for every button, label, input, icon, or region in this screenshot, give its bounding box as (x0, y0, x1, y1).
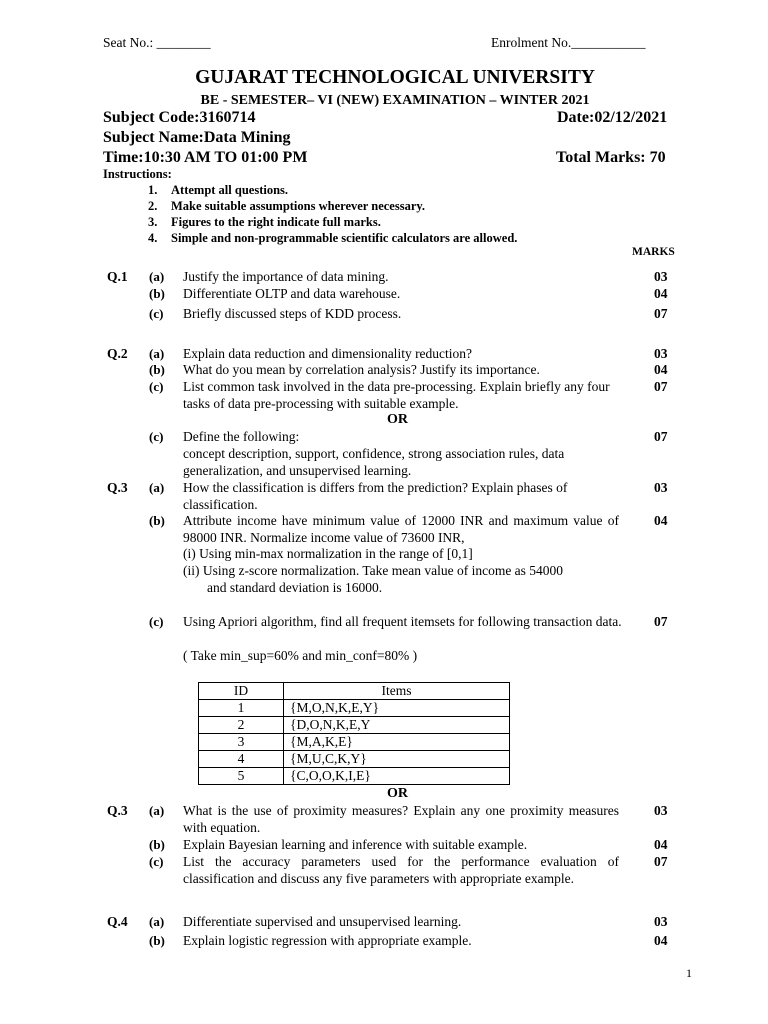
table-cell-id: 4 (199, 751, 284, 768)
question-text: List common task involved in the data pre-processing. Explain briefly any four tasks of data pre-processing with suitable example. (183, 379, 610, 411)
table-cell-id: 3 (199, 734, 284, 751)
question-text-detail: concept description, support, confidence, strong association rules, data generalization, and unsupervised learning. (183, 446, 565, 478)
exam-time: Time:10:30 AM TO 01:00 PM (103, 149, 308, 166)
question-part: (c) (149, 614, 164, 629)
instruction-item: Attempt all questions. (171, 183, 289, 197)
table-cell-items: {C,O,O,K,I,E} (284, 768, 510, 785)
question-number: Q.1 (107, 269, 128, 284)
table-header-id: ID (199, 683, 284, 700)
instruction-number: 1. (148, 183, 158, 197)
marks-heading: MARKS (632, 246, 675, 258)
question-marks: 07 (654, 429, 668, 444)
university-title: GUJARAT TECHNOLOGICAL UNIVERSITY (195, 67, 595, 88)
table-row (199, 717, 510, 734)
question-text: Differentiate OLTP and data warehouse. (183, 286, 401, 301)
question-marks: 03 (654, 269, 668, 284)
total-marks: Total Marks: 70 (556, 149, 666, 166)
question-part: (c) (149, 306, 164, 321)
question-text: Explain logistic regression with appropriate example. (183, 933, 472, 948)
question-part: (b) (149, 362, 165, 377)
table-row (199, 751, 510, 768)
table-row (199, 734, 510, 751)
question-text: Justify the importance of data mining. (183, 269, 389, 284)
question-marks: 04 (654, 362, 668, 377)
exam-date: Date:02/12/2021 (557, 109, 668, 126)
table-cell-items: {M,A,K,E} (284, 734, 510, 751)
question-part: (a) (149, 346, 165, 361)
instruction-number: 2. (148, 199, 158, 213)
question-text: Attribute income have minimum value of 12000 INR and maximum value of 98000 INR. Normalize income value of 73600 INR, (183, 513, 619, 545)
exam-title: BE - SEMESTER– VI (NEW) EXAMINATION – WINTER 2021 (200, 93, 590, 108)
question-marks: 03 (654, 480, 668, 495)
question-text: What do you mean by correlation analysis? Justify its importance. (183, 362, 540, 377)
question-marks: 04 (654, 837, 668, 852)
question-text: Explain Bayesian learning and inference with suitable example. (183, 837, 528, 852)
instruction-item: Simple and non-programmable scientific calculators are allowed. (171, 231, 518, 245)
seat-number: Seat No.: ________ (103, 35, 211, 50)
subject-name: Subject Name:Data Mining (103, 129, 291, 146)
question-marks: 04 (654, 933, 668, 948)
question-part: (b) (149, 837, 165, 852)
question-text: Define the following: (183, 429, 300, 444)
table-cell-items: {M,U,C,K,Y} (284, 751, 510, 768)
instruction-number: 4. (148, 231, 158, 245)
question-part: (c) (149, 429, 164, 444)
question-marks: 03 (654, 346, 668, 361)
question-marks: 04 (654, 513, 668, 528)
table-header-row (199, 683, 510, 700)
question-marks: 07 (654, 614, 668, 629)
page-number: 1 (686, 966, 692, 980)
question-number: Q.4 (107, 914, 128, 929)
table-row (199, 700, 510, 717)
subject-code: Subject Code:3160714 (103, 109, 256, 126)
question-part: (a) (149, 914, 165, 929)
table-cell-items: {D,O,N,K,E,Y (284, 717, 510, 734)
instruction-item: Figures to the right indicate full marks. (171, 215, 381, 229)
question-part: (b) (149, 286, 165, 301)
question-part: (a) (149, 269, 165, 284)
question-number: Q.2 (107, 346, 128, 361)
question-text: What is the use of proximity measures? Explain any one proximity measures with equation. (183, 803, 619, 835)
instruction-item: Make suitable assumptions wherever necessary. (171, 199, 426, 213)
question-marks: 03 (654, 914, 668, 929)
table-cell-items: {M,O,N,K,E,Y} (284, 700, 510, 717)
question-note: ( Take min_sup=60% and min_conf=80% ) (183, 648, 418, 663)
question-subpart-cont: and standard deviation is 16000. (207, 580, 383, 595)
question-part: (a) (149, 480, 165, 495)
table-cell-id: 1 (199, 700, 284, 717)
question-part: (c) (149, 379, 164, 394)
question-marks: 07 (654, 379, 668, 394)
question-text: Briefly discussed steps of KDD process. (183, 306, 402, 321)
question-marks: 03 (654, 803, 668, 818)
transaction-table (198, 682, 510, 785)
question-number: Q.3 (107, 803, 128, 818)
question-text: Differentiate supervised and unsupervised learning. (183, 914, 462, 929)
question-part: (b) (149, 933, 165, 948)
question-number: Q.3 (107, 480, 128, 495)
table-cell-id: 2 (199, 717, 284, 734)
question-marks: 07 (654, 854, 668, 869)
question-text: Explain data reduction and dimensionality reduction? (183, 346, 473, 361)
table-row (199, 768, 510, 785)
enrolment-number: Enrolment No.___________ (491, 35, 646, 50)
question-text: Using Apriori algorithm, find all frequent itemsets for following transaction data. (183, 614, 622, 629)
instruction-number: 3. (148, 215, 158, 229)
question-marks: 04 (654, 286, 668, 301)
table-cell-id: 5 (199, 768, 284, 785)
question-part: (b) (149, 513, 165, 528)
question-part: (c) (149, 854, 164, 869)
table-header-items: Items (284, 683, 510, 700)
question-subpart: (i) Using min-max normalization in the range of [0,1] (183, 546, 473, 561)
question-text: How the classification is differs from the prediction? Explain phases of classification. (183, 480, 568, 512)
question-part: (a) (149, 803, 165, 818)
question-subpart: (ii) Using z-score normalization. Take mean value of income as 54000 (183, 563, 564, 578)
or-divider: OR (387, 412, 408, 427)
or-divider: OR (387, 786, 408, 801)
question-text: List the accuracy parameters used for the performance evaluation of classification and discuss any five parameters with appropriate example. (183, 854, 619, 886)
question-marks: 07 (654, 306, 668, 321)
instructions-title: Instructions: (103, 167, 172, 181)
